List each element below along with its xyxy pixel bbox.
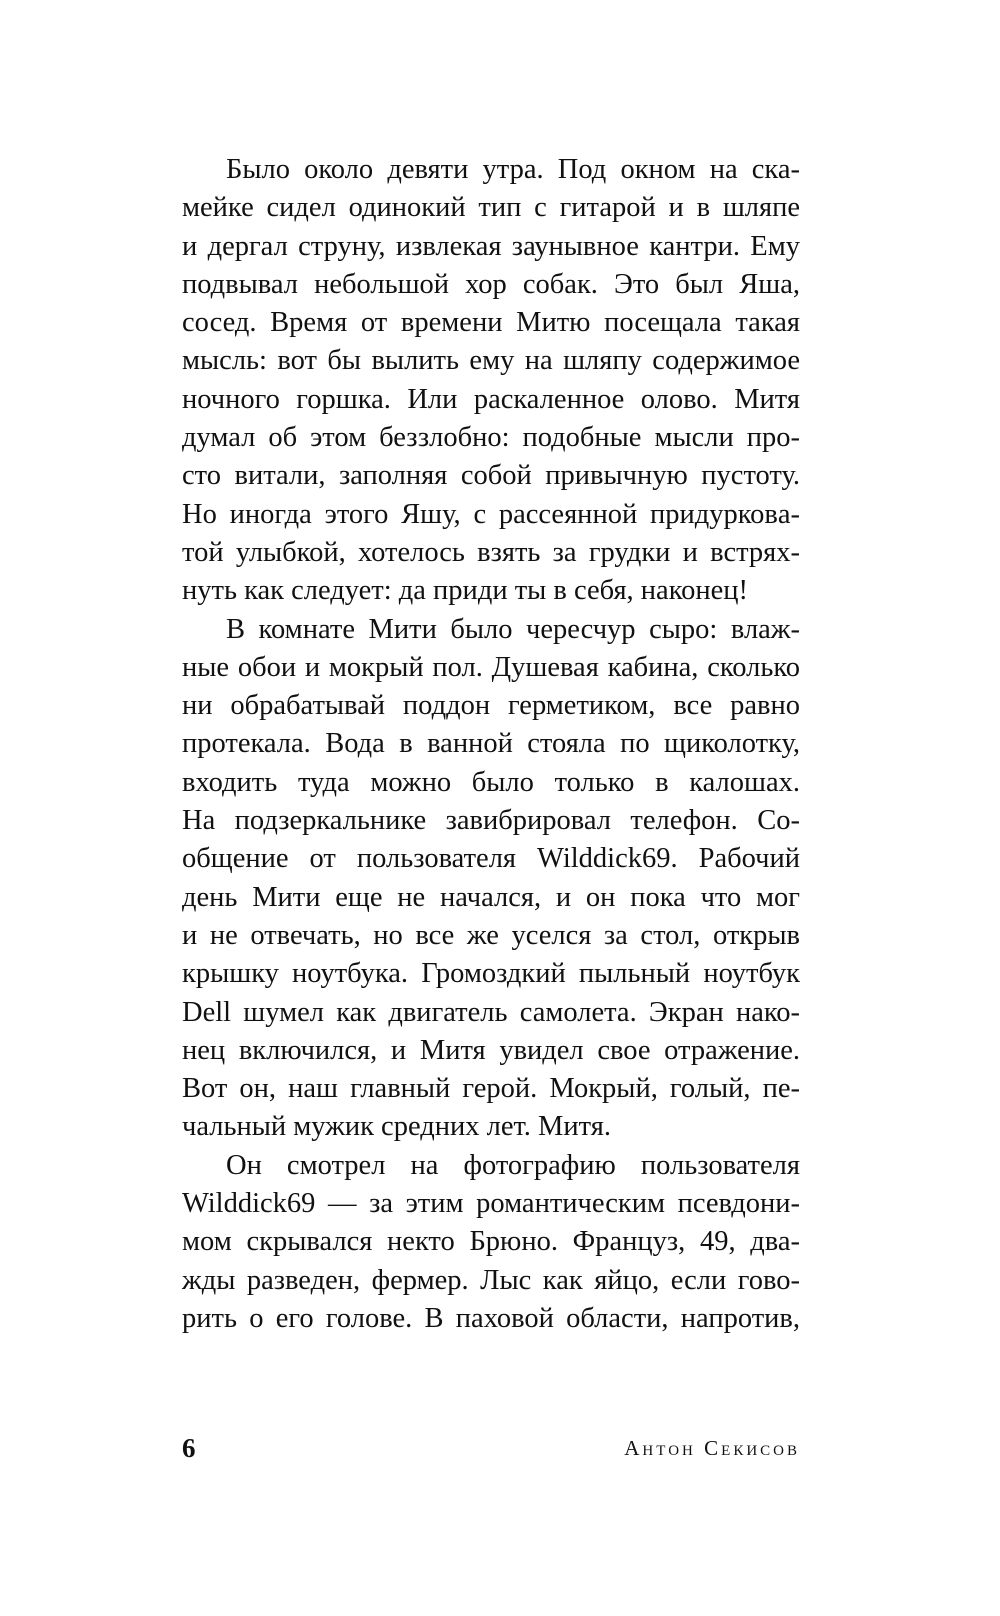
text-line: той улыбкой, хотелось взять за грудки и встрях- <box>182 536 800 568</box>
running-head-author: Антон Секисов <box>624 1436 800 1460</box>
text-line: нец включился, и Митя увидел свое отражение. <box>182 1034 800 1066</box>
text-line: входить туда можно было только в калошах. <box>182 766 800 798</box>
paragraph <box>182 1147 800 1338</box>
text-line: сосед. Время от времени Митю посещала такая <box>182 307 800 339</box>
page-number: 6 <box>182 1433 196 1463</box>
text-line: крышку ноутбука. Громоздкий пыльный ноутбук <box>182 958 800 990</box>
text-line: мысль: вот бы вылить ему на шляпу содержимое <box>182 345 800 377</box>
text-line: чальный мужик средних лет. Митя. <box>182 1111 611 1143</box>
text-line: Он смотрел на фотографию пользователя <box>226 1149 800 1181</box>
text-line: и дергал струну, извлекая заунывное кантри. Ему <box>182 230 800 262</box>
text-line: ночного горшка. Или раскаленное олово. Митя <box>182 383 800 415</box>
text-line: нуть как следует: да приди ты в себя, наконец! <box>182 575 748 607</box>
text-line: и не отвечать, но все же уселся за стол, открыв <box>182 919 800 951</box>
text-line: ные обои и мокрый пол. Душевая кабина, сколько <box>182 651 800 683</box>
text-line: мейке сидел одинокий тип с гитарой и в шляпе <box>182 192 800 224</box>
text-line: мом скрывался некто Брюно. Француз, 49, два- <box>182 1226 800 1258</box>
text-line: жды разведен, фермер. Лыс как яйцо, если гово- <box>182 1264 800 1296</box>
text-line: Вот он, наш главный герой. Мокрый, голый, пе- <box>182 1073 800 1105</box>
body-text <box>182 151 800 1338</box>
text-line: общение от пользователя Wilddick69. Рабочий <box>182 843 800 875</box>
text-line: рить о его голове. В паховой области, напротив, <box>182 1302 800 1334</box>
paragraph <box>182 611 800 1147</box>
text-line: Было около девяти утра. Под окном на ска- <box>226 154 800 185</box>
page-footer <box>182 1428 800 1468</box>
text-line: В комнате Мити было чересчур сыро: влаж- <box>226 613 800 645</box>
text-line: На подзеркальнике завибрировал телефон. Со- <box>182 805 800 837</box>
text-line: протекала. Вода в ванной стояла по щиколотку, <box>182 728 800 760</box>
text-line: думал об этом беззлобно: подобные мысли про- <box>182 422 800 454</box>
text-line: подвывал небольшой хор собак. Это был Яша, <box>182 268 800 300</box>
text-line: ни обрабатывай поддон герметиком, все равно <box>182 690 800 722</box>
text-line: день Мити еще не начался, и он пока что мог <box>182 881 800 913</box>
text-line: сто витали, заполняя собой привычную пустоту. <box>182 460 800 492</box>
paragraph <box>182 151 800 611</box>
text-line: Dell шумел как двигатель самолета. Экран нако- <box>182 996 800 1028</box>
text-line: Wilddick69 — за этим романтическим псевдони- <box>182 1188 800 1220</box>
text-line: Но иногда этого Яшу, с рассеянной придурковa- <box>182 498 800 530</box>
